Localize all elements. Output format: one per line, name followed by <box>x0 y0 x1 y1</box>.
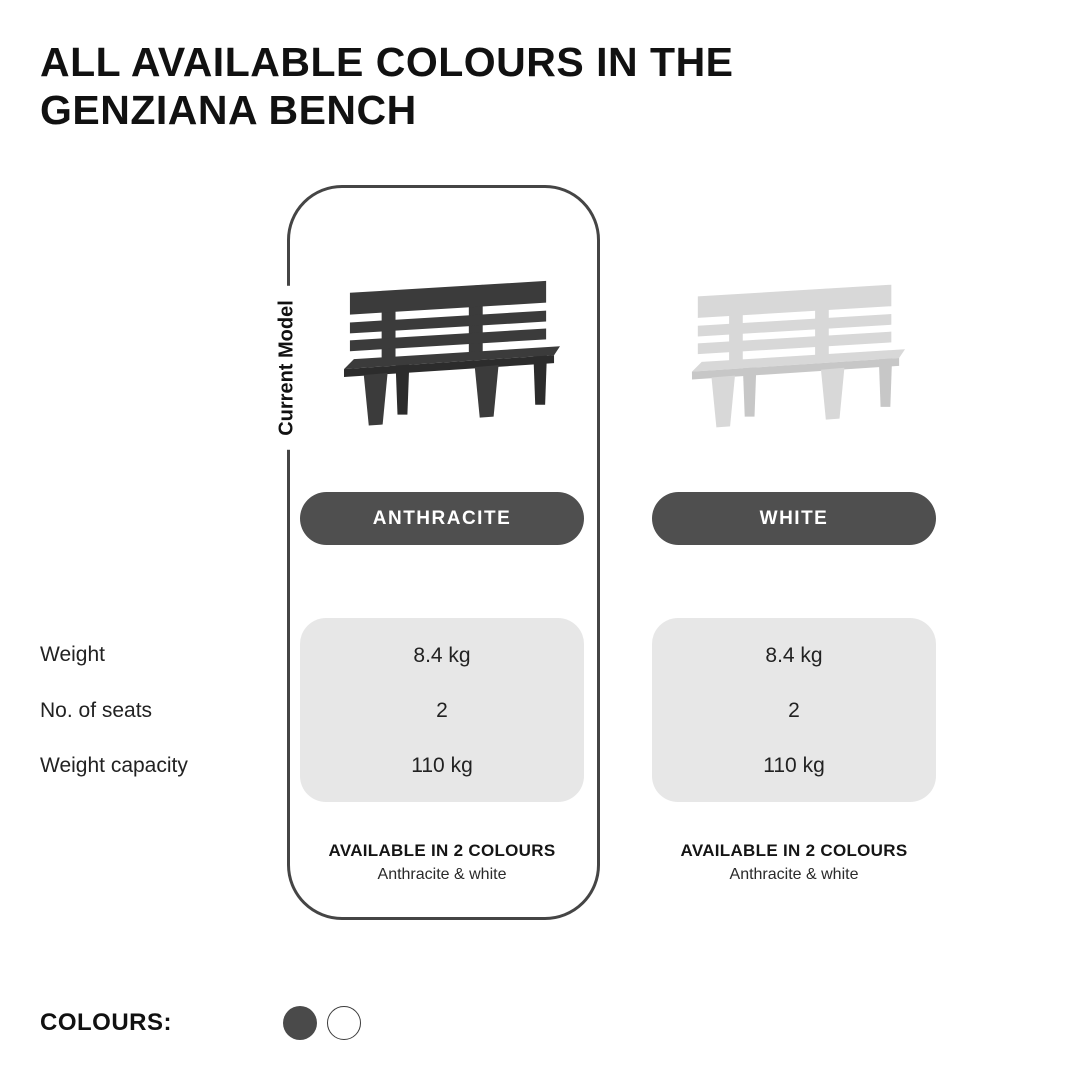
colours-label: COLOURS: <box>40 1009 172 1036</box>
availability-subtitle: Anthracite & white <box>377 866 507 883</box>
spec-value-capacity: 110 kg <box>411 754 473 777</box>
bench-illustration <box>690 272 905 428</box>
current-model-label: Current Model <box>274 286 301 450</box>
spec-value-weight: 8.4 kg <box>413 644 471 667</box>
availability-title: AVAILABLE IN 2 COLOURS <box>680 841 908 860</box>
anthracite-bench-image <box>342 268 560 427</box>
availability-note-white <box>652 841 936 884</box>
colour-pill-anthracite: ANTHRACITE <box>300 492 584 545</box>
spec-label-capacity: Weight capacity <box>40 754 188 777</box>
spec-value-weight: 8.4 kg <box>765 644 823 667</box>
spec-panel-anthracite <box>300 618 584 802</box>
availability-subtitle: Anthracite & white <box>729 866 859 883</box>
page-title: ALL AVAILABLE COLOURS IN THE GENZIANA BENCH <box>40 39 734 133</box>
spec-value-capacity: 110 kg <box>763 754 825 777</box>
spec-value-seats: 2 <box>788 699 800 722</box>
availability-note-anthracite <box>300 841 584 884</box>
spec-value-seats: 2 <box>436 699 448 722</box>
spec-label-weight: Weight <box>40 643 105 666</box>
availability-title: AVAILABLE IN 2 COLOURS <box>328 841 556 860</box>
spec-label-seats: No. of seats <box>40 699 153 722</box>
swatch-anthracite <box>283 1006 317 1040</box>
spec-panel-white <box>652 618 936 802</box>
swatch-white <box>327 1006 361 1040</box>
colour-pill-white: WHITE <box>652 492 936 545</box>
bench-illustration <box>342 268 560 427</box>
white-bench-image <box>690 272 905 428</box>
